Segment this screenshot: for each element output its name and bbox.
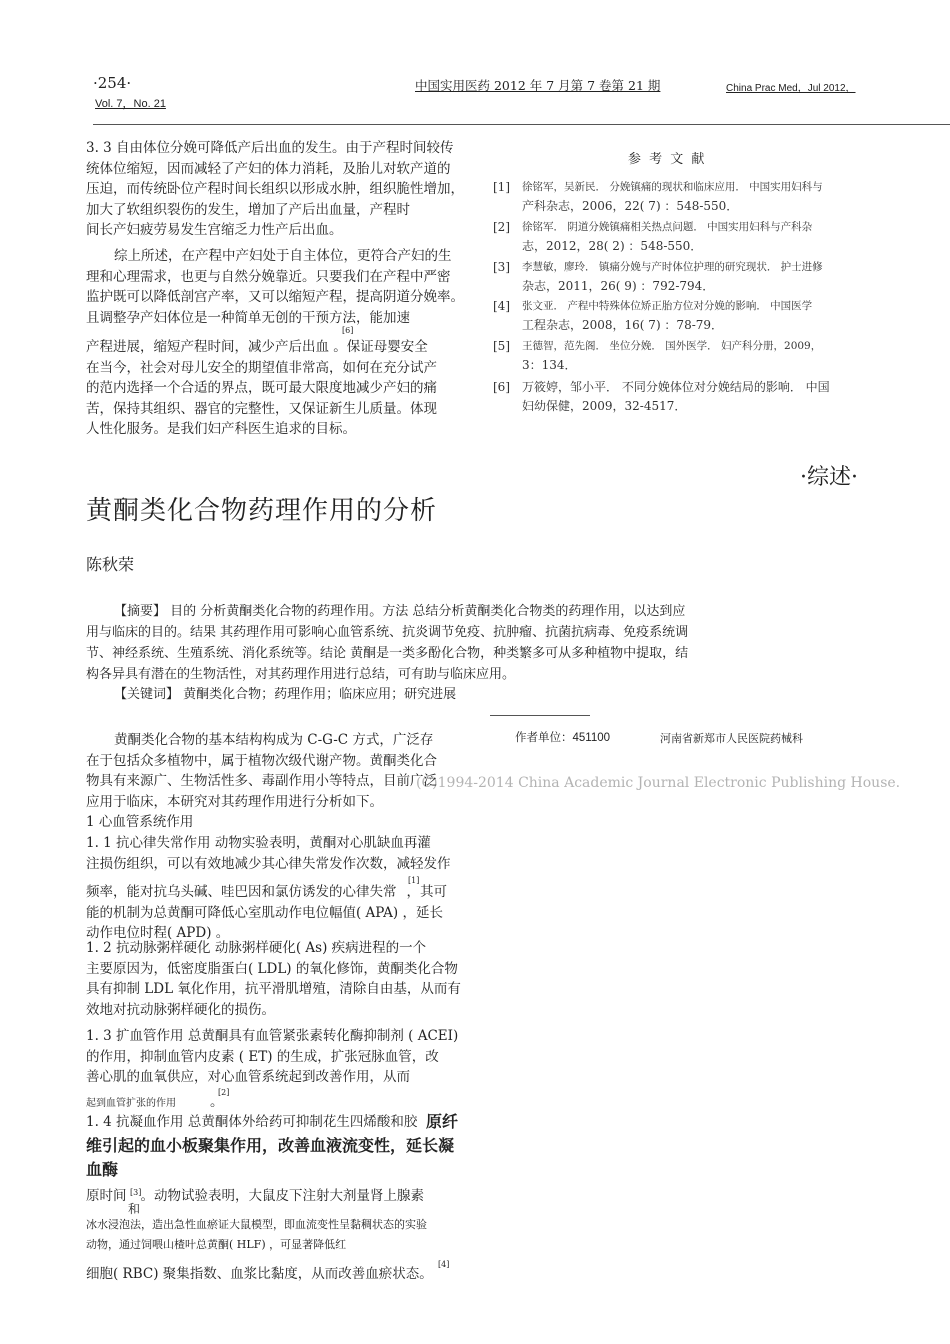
section-1-3: 1. 3 扩血管作用 总黄酮具有血管紧张素转化酶抑制剂 ( ACEI) 的作用，抑制血管内皮素 ( ET) 的生成，扩张冠脉血管，改 善心肌的血氧供应，对心血管系统起到改善作用，从而 起到血管扩张的作用 。 bbox=[86, 1028, 459, 1110]
heading-1: 1 心血管系统作用 bbox=[86, 814, 194, 830]
affiliation-name: 河南省新郑市人民医院药械科 bbox=[660, 732, 803, 745]
citation-4: [4] bbox=[438, 1260, 450, 1269]
citation-6: [6] bbox=[342, 326, 354, 335]
section-3-3: 3. 3 自由体位分娩可降低产后出血的发生。由于产程时间较传 统体位缩短，因而减轻了产妇的体力消耗，及胎儿对软产道的 压迫，而传统卧位产程时间长组织以形成水肿，组织脆性增加， 加大了软组织裂伤的发生，增加了产后出血量，产程时 间长产妇疲劳易发生宫缩乏力性产后出血。 bbox=[86, 140, 464, 238]
citation-2: [2] bbox=[218, 1088, 230, 1097]
affiliation-rule bbox=[490, 715, 590, 716]
reference-number: [4] bbox=[493, 299, 510, 313]
section-tag: ·综述· bbox=[800, 465, 858, 490]
summary-continued: 产程进展，缩短产程时间，减少产后出血 。保证母婴安全 在当今，社会对母儿安全的期望值非常高，如何在充分试产 的范内选择一个合适的界点，既可最大限度地减少产妇的痛 苦，保持其组织、器官的完整性，又保证新生儿质量。体现 人性化服务。是我们妇产科医生追求的目标。 bbox=[86, 339, 437, 437]
reference-item: [4] 张文亚． 产程中特殊体位矫正胎方位对分娩的影响． 中国医学 工程杂志，2008，16( 7) ：78-79． bbox=[493, 299, 813, 332]
references-title: 参 考 文 献 bbox=[628, 152, 707, 167]
header-rule bbox=[93, 124, 950, 125]
affiliation-label: 作者单位：451100 bbox=[515, 732, 611, 744]
section-1-2: 1. 2 抗动脉粥样硬化 动脉粥样硬化( As) 疾病进程的一个 主要原因为，低密度脂蛋白( LDL) 的氧化修饰，黄酮类化合物 具有抑制 LDL 氧化作用，抗平滑肌增殖，清除自由基，从而有 效地对抗动脉粥样硬化的损伤。 bbox=[86, 940, 461, 1018]
watermark: (C)1994-2014 China Academic Journal Electronic Publishing House. bbox=[416, 775, 901, 791]
article-author: 陈秋荣 bbox=[86, 555, 135, 574]
section-1-1: 1. 1 抗心律失常作用 动物实验表明，黄酮对心肌缺血再灌 注损伤组织，可以有效地减少其心律失常发作次数，减轻发作 频率，能对抗乌头碱、哇巴因和氯仿诱发的心律失常 ，其可 能的机制为总黄酮可降低心室肌动作电位幅值( APA) ，延长 动作电位时程( APD) 。 bbox=[86, 835, 451, 941]
reference-number: [1] bbox=[493, 180, 510, 194]
section-1-4-head: 1. 4 抗凝血作用 总黄酮体外给药可抑制花生四烯酸和胶 bbox=[86, 1114, 418, 1130]
reference-item: [3] 李慧敏，廖玲． 镇痛分娩与产时体位护理的研究现状． 护士进修 杂志，2011，26( 9) ：792-794． bbox=[493, 260, 823, 293]
reference-number: [2] bbox=[493, 220, 510, 234]
page-number: ·254· bbox=[93, 74, 132, 92]
reference-item: [2] 徐铭军． 阴道分娩镇痛相关热点问题． 中国实用妇科与产科杂 志，2012，28( 2) ：548-550． bbox=[493, 220, 813, 253]
intro-paragraph: 黄酮类化合物的基本结构构成为 C-G-C 方式，广泛存 在于包括众多植物中，属于植物次级代谢产物。黄酮类化合 物具有来源广、生物活性多、毒副作用小等特点，目前广泛 应用于临床，本研究对其药理作用进行分析如下。 bbox=[86, 732, 437, 810]
reference-number: [6] bbox=[493, 380, 510, 394]
volume-info: Vol. 7，No. 21 bbox=[95, 98, 166, 110]
section-1-4-bold: 原纤 维引起的血小板聚集作用，改善血液流变性，延长凝 血酶 bbox=[86, 1112, 459, 1179]
reference-number: [3] bbox=[493, 260, 510, 274]
summary-paragraph: 综上所述，在产程中产妇处于自主体位，更符合产妇的生 理和心理需求，也更与自然分娩靠近。只要我们在产程中严密 监护既可以降低剖宫产率，又可以缩短产程，提高阴道分娩率。 且调整孕产妇体位是一种简单无创的干预方法，能加速 bbox=[86, 248, 464, 326]
reference-item: [6] 万筱婷，邹小平． 不同分娩体位对分娩结局的影响． 中国 妇幼保健，2009，32-4517． bbox=[493, 380, 830, 413]
reference-item: [1] 徐铭军，吴新民． 分娩镇痛的现状和临床应用． 中国实用妇科与 产科杂志，2006，22( 7) ：548-550． bbox=[493, 180, 823, 213]
journal-title-en: China Prac Med，Jul 2012， bbox=[726, 83, 856, 94]
citation-1: [1] bbox=[408, 876, 420, 885]
journal-title: 中国实用医药 2012 年 7 月第 7 卷第 21 期 bbox=[415, 78, 661, 93]
citation-3: [3] bbox=[130, 1188, 142, 1197]
keywords: 【关键词】 黄酮类化合物；药理作用；临床应用；研究进展 bbox=[114, 687, 457, 702]
article-title: 黄酮类化合物药理作用的分析 bbox=[86, 496, 438, 526]
section-1-4-body: 原时间 。动物试验表明，大鼠皮下注射大剂量肾上腺素 和 冰水浸泡法，造出急性血瘀证大鼠模型，即血流变性呈黏稠状态的实验 动物，通过饲喂山楂叶总黄酮( HLF) ，可显著降低红 细胞( RBC) 聚集指数、血浆比黏度，从而改善血瘀状态。 bbox=[86, 1188, 433, 1282]
reference-item: [5] 王德智，范先阁． 坐位分娩． 国外医学． 妇产科分册，2009， 3：134． bbox=[493, 339, 822, 372]
reference-number: [5] bbox=[493, 339, 510, 353]
abstract: 【摘要】 目的 分析黄酮类化合物的药理作用。方法 总结分析黄酮类化合物类的药理作用，以达到应 用与临床的目的。结果 其药理作用可影响心血管系统、抗炎调节免疫、抗肿瘤、抗菌抗病毒、免疫系统调 节、神经系统、生殖系统、消化系统等。结论 黄酮是一类多酚化合物，种类繁多可从多种植物中提取，结 构各异具有潜在的生物活性，对其药理作用进行总结，可有助与临床应用。 bbox=[86, 604, 689, 682]
